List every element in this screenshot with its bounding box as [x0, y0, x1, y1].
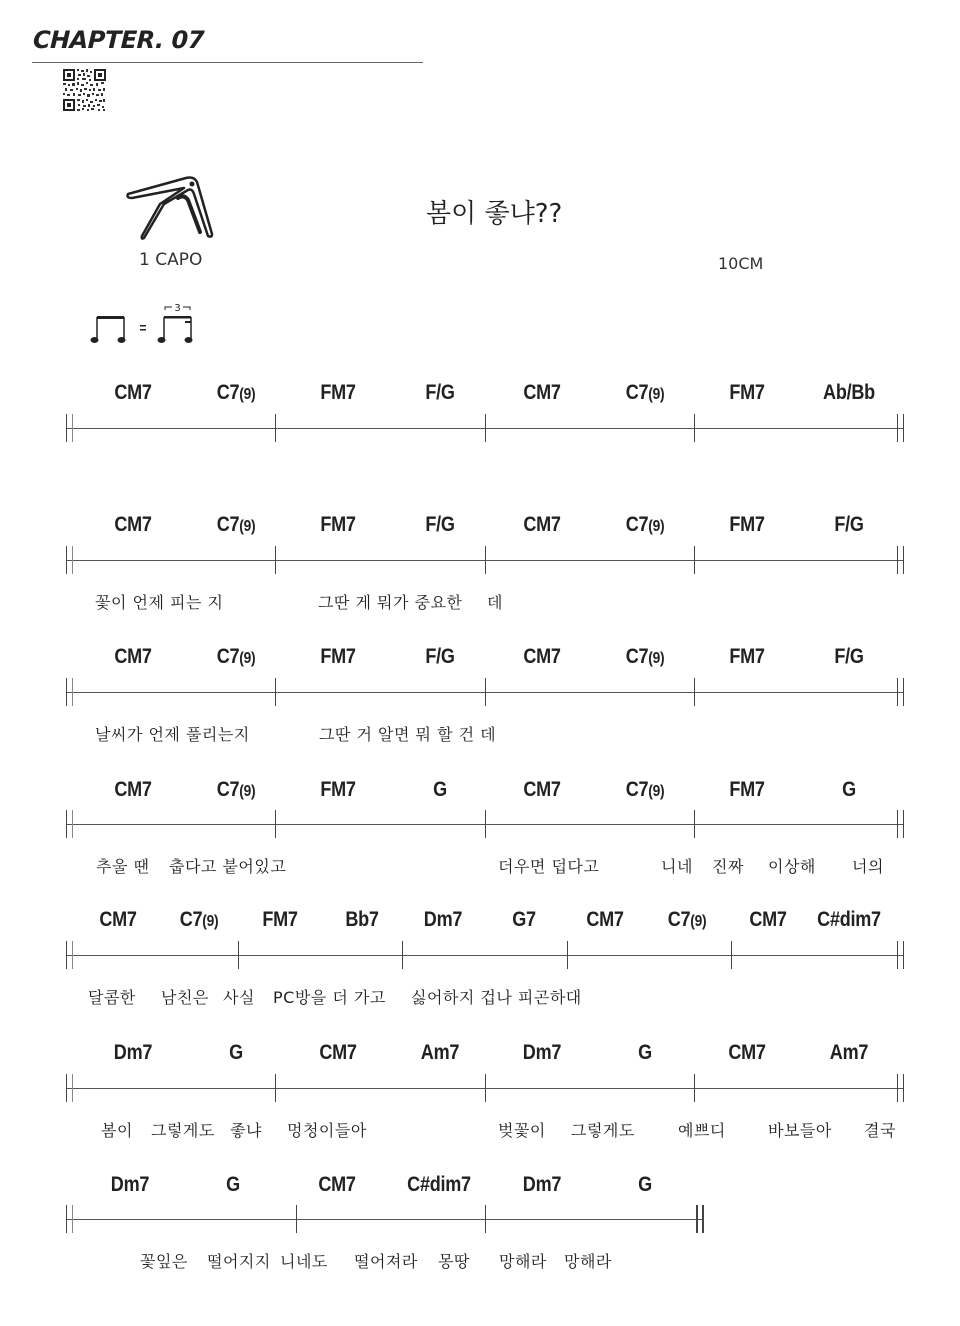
chord-symbol[interactable] [523, 1173, 561, 1197]
chord-root: C#dim7 [817, 908, 881, 931]
chord-extension: (9) [648, 386, 665, 403]
chord-root: FM7 [729, 381, 765, 404]
chord-root: G [638, 1173, 652, 1196]
qr-code-icon[interactable] [63, 69, 106, 111]
measure-barline [694, 1074, 695, 1102]
chord-root: G [433, 778, 447, 801]
chord-root: C7 [625, 778, 649, 801]
chord-extension: (9) [239, 518, 256, 535]
lyric-text: 벚꽃이 [498, 1121, 546, 1140]
end-barline [897, 678, 898, 706]
chord-symbol[interactable] [729, 645, 764, 669]
lyric-text: 너의 [852, 857, 884, 876]
end-barline [897, 941, 898, 969]
chord-extension: (9) [648, 518, 665, 535]
staff-line [66, 955, 903, 956]
chord-root: Am7 [829, 1041, 869, 1064]
lyric-text: 꽃이 언제 피는 지 [95, 593, 224, 612]
chord-symbol[interactable] [823, 381, 875, 405]
end-barline [897, 546, 898, 574]
chord-root: FM7 [262, 908, 298, 931]
chord-symbol[interactable] [523, 1041, 561, 1065]
chord-root: Ab/Bb [823, 381, 875, 404]
chord-symbol[interactable] [318, 1173, 355, 1197]
start-barline [66, 1205, 67, 1233]
end-barline [903, 678, 904, 706]
measure-barline [485, 678, 486, 706]
lyric-text: 싫어하지 겁나 피곤하대 [411, 988, 582, 1007]
chord-symbol[interactable] [626, 645, 665, 669]
chord-symbol[interactable] [728, 1041, 765, 1065]
lyric-text: 봄이 [101, 1121, 133, 1140]
chord-symbol[interactable] [729, 513, 764, 537]
start-barline [72, 941, 73, 969]
measure-barline [694, 414, 695, 442]
lyric-text: 달콤한 [88, 988, 136, 1007]
measure-barline [485, 810, 486, 838]
chord-root: C7 [179, 908, 203, 931]
chord-root: F/G [425, 513, 455, 536]
chord-root: C7 [667, 908, 691, 931]
start-barline [72, 678, 73, 706]
chord-root: C7 [216, 381, 240, 404]
chord-symbol[interactable] [749, 908, 786, 932]
chord-symbol[interactable] [114, 1041, 152, 1065]
chord-symbol[interactable] [217, 645, 256, 669]
start-barline [66, 414, 67, 442]
chord-root: CM7 [523, 513, 561, 536]
chord-root: CM7 [749, 908, 787, 931]
chord-root: F/G [425, 645, 455, 668]
chord-extension: (9) [690, 913, 707, 930]
lyric-text: 예쁘디 [678, 1121, 726, 1140]
chord-symbol[interactable] [523, 645, 560, 669]
chord-root: Dm7 [522, 1173, 562, 1196]
chord-extension: (9) [239, 650, 256, 667]
lyric-text: 사실 [223, 988, 255, 1007]
chord-root: G [226, 1173, 240, 1196]
chord-extension: (9) [202, 913, 219, 930]
chord-symbol[interactable] [830, 1041, 868, 1065]
chord-symbol[interactable] [229, 1041, 243, 1065]
chord-symbol[interactable] [638, 1041, 652, 1065]
start-barline [66, 1074, 67, 1102]
swing-rhythm-icon [90, 303, 200, 345]
end-barline [903, 810, 904, 838]
artist-name: 10CM [718, 254, 764, 273]
chord-root: F/G [425, 381, 455, 404]
end-barline [702, 1205, 704, 1233]
lyric-text: 남친은 [161, 988, 209, 1007]
lyric-text: 떨어지지 [207, 1252, 271, 1271]
chord-symbol[interactable] [425, 513, 454, 537]
end-barline [897, 414, 898, 442]
song-title: 봄이 좋냐?? [426, 199, 563, 229]
measure-barline [694, 810, 695, 838]
measure-barline [485, 1074, 486, 1102]
chord-root: C#dim7 [407, 1173, 471, 1196]
chord-root: F/G [834, 645, 864, 668]
measure-barline [296, 1205, 297, 1233]
chord-root: FM7 [729, 778, 765, 801]
chord-root: FM7 [320, 513, 356, 536]
chord-root: G7 [512, 908, 536, 931]
chord-symbol[interactable] [729, 381, 764, 405]
lyric-text: 니네 [661, 857, 693, 876]
chord-extension: (9) [239, 386, 256, 403]
measure-barline [275, 546, 276, 574]
chord-root: CM7 [319, 1041, 357, 1064]
chord-symbol[interactable] [512, 908, 536, 932]
measure-barline [275, 810, 276, 838]
chord-symbol[interactable] [226, 1173, 240, 1197]
chord-symbol[interactable] [842, 778, 856, 802]
lyric-text: 망해라 [499, 1252, 547, 1271]
chord-symbol[interactable] [407, 1173, 471, 1197]
chord-symbol[interactable] [217, 513, 256, 537]
chapter-divider [32, 62, 423, 63]
chord-root: C7 [216, 645, 240, 668]
lyric-text: 멍청이들아 [287, 1121, 367, 1140]
chord-root: Dm7 [423, 908, 463, 931]
chord-symbol[interactable] [180, 908, 219, 932]
chord-root: Dm7 [113, 1041, 153, 1064]
lyric-text: 꽃잎은 [140, 1252, 188, 1271]
lyric-text: 몽땅 [438, 1252, 470, 1271]
chord-root: CM7 [114, 645, 152, 668]
measure-barline [731, 941, 732, 969]
end-barline [903, 941, 904, 969]
lyric-text: 데 [487, 593, 503, 612]
chord-symbol[interactable] [626, 513, 665, 537]
lyric-text: PC방을 더 가고 [273, 988, 386, 1007]
chord-symbol[interactable] [523, 381, 560, 405]
capo-label: 1 CAPO [139, 250, 203, 270]
chord-root: CM7 [99, 908, 137, 931]
chord-root: CM7 [523, 778, 561, 801]
chord-symbol[interactable] [114, 645, 151, 669]
measure-barline [238, 941, 239, 969]
chord-symbol[interactable] [217, 778, 256, 802]
chord-root: FM7 [320, 645, 356, 668]
measure-barline [485, 414, 486, 442]
chord-symbol[interactable] [114, 513, 151, 537]
chord-symbol[interactable] [320, 381, 355, 405]
lyric-text: 니네도 [280, 1252, 328, 1271]
lyric-text: 떨어져라 [354, 1252, 418, 1271]
measure-barline [567, 941, 568, 969]
end-barline [897, 1074, 898, 1102]
chord-symbol[interactable] [111, 1173, 149, 1197]
chord-symbol[interactable] [319, 1041, 356, 1065]
measure-barline [275, 414, 276, 442]
chord-root: C7 [216, 513, 240, 536]
lyric-text: 추울 땐 [96, 857, 150, 876]
lyric-text: 결국 [864, 1121, 896, 1140]
chord-symbol[interactable] [729, 778, 764, 802]
chord-symbol[interactable] [424, 908, 462, 932]
chord-symbol[interactable] [638, 1173, 652, 1197]
start-barline [72, 810, 73, 838]
measure-barline [485, 1205, 486, 1233]
svg-text:3: 3 [174, 303, 181, 314]
chord-root: CM7 [586, 908, 624, 931]
end-barline [897, 810, 898, 838]
measure-barline [694, 546, 695, 574]
chord-root: Am7 [420, 1041, 460, 1064]
end-barline [903, 1074, 904, 1102]
chapter-heading: CHAPTER. 07 [32, 26, 205, 54]
chord-root: CM7 [728, 1041, 766, 1064]
lyric-text: 그딴 게 뭐가 중요한 [318, 593, 463, 612]
staff-line [66, 1219, 702, 1220]
chord-symbol[interactable] [626, 778, 665, 802]
lyric-text: 춥다고 붙어있고 [169, 857, 287, 876]
lyric-text: 더우면 덥다고 [498, 857, 600, 876]
measure-barline [275, 1074, 276, 1102]
lyric-text: 진짜 [712, 857, 744, 876]
measure-barline [402, 941, 403, 969]
capo-icon [124, 174, 216, 240]
chord-symbol[interactable] [817, 908, 881, 932]
lyric-text: 좋냐 [230, 1121, 262, 1140]
chord-symbol[interactable] [320, 778, 355, 802]
chord-symbol[interactable] [425, 381, 454, 405]
start-barline [66, 810, 67, 838]
chord-symbol[interactable] [425, 645, 454, 669]
chord-symbol[interactable] [114, 778, 151, 802]
chord-symbol[interactable] [834, 513, 863, 537]
lyric-text: 날씨가 언제 풀리는지 [95, 725, 250, 744]
chord-symbol[interactable] [320, 513, 355, 537]
chord-root: C7 [625, 645, 649, 668]
chord-symbol[interactable] [523, 513, 560, 537]
chord-root: FM7 [320, 381, 356, 404]
chord-extension: (9) [239, 783, 256, 800]
chord-extension: (9) [648, 783, 665, 800]
chord-root: C7 [625, 513, 649, 536]
end-barline [696, 1205, 698, 1233]
chord-symbol[interactable] [114, 381, 151, 405]
chord-symbol[interactable] [668, 908, 707, 932]
chord-root: CM7 [523, 381, 561, 404]
start-barline [72, 1205, 73, 1233]
chord-root: FM7 [729, 645, 765, 668]
end-barline [903, 414, 904, 442]
chord-symbol[interactable] [626, 381, 665, 405]
start-barline [72, 414, 73, 442]
chord-root: Bb7 [345, 908, 379, 931]
start-barline [72, 546, 73, 574]
chord-root: Dm7 [110, 1173, 150, 1196]
end-barline [903, 546, 904, 574]
chord-root: G [229, 1041, 243, 1064]
chord-root: C7 [625, 381, 649, 404]
chord-root: CM7 [114, 513, 152, 536]
measure-barline [275, 678, 276, 706]
lyric-text: 바보들아 [768, 1121, 832, 1140]
chord-root: CM7 [318, 1173, 356, 1196]
chord-root: C7 [216, 778, 240, 801]
measure-barline [694, 678, 695, 706]
chord-root: G [842, 778, 856, 801]
chord-symbol[interactable] [99, 908, 136, 932]
chord-root: F/G [834, 513, 864, 536]
start-barline [66, 678, 67, 706]
chord-root: G [638, 1041, 652, 1064]
chord-symbol[interactable] [345, 908, 378, 932]
chord-root: CM7 [523, 645, 561, 668]
measure-barline [485, 546, 486, 574]
chord-root: CM7 [114, 778, 152, 801]
chord-symbol[interactable] [320, 645, 355, 669]
chord-symbol[interactable] [523, 778, 560, 802]
chord-root: FM7 [320, 778, 356, 801]
chord-symbol[interactable] [834, 645, 863, 669]
lyric-text: 그딴 거 알면 뭐 할 건 데 [319, 725, 497, 744]
chord-symbol[interactable] [262, 908, 297, 932]
chord-root: FM7 [729, 513, 765, 536]
chord-root: Dm7 [522, 1041, 562, 1064]
start-barline [66, 546, 67, 574]
start-barline [66, 941, 67, 969]
lyric-text: 그렇게도 [571, 1121, 635, 1140]
chord-extension: (9) [648, 650, 665, 667]
lyric-text: 망해라 [564, 1252, 612, 1271]
lyric-text: 이상해 [768, 857, 816, 876]
lyric-text: 그렇게도 [151, 1121, 215, 1140]
chord-symbol[interactable] [421, 1041, 459, 1065]
chord-symbol[interactable] [433, 778, 447, 802]
chord-symbol[interactable] [586, 908, 623, 932]
start-barline [72, 1074, 73, 1102]
chord-root: CM7 [114, 381, 152, 404]
chord-symbol[interactable] [217, 381, 256, 405]
